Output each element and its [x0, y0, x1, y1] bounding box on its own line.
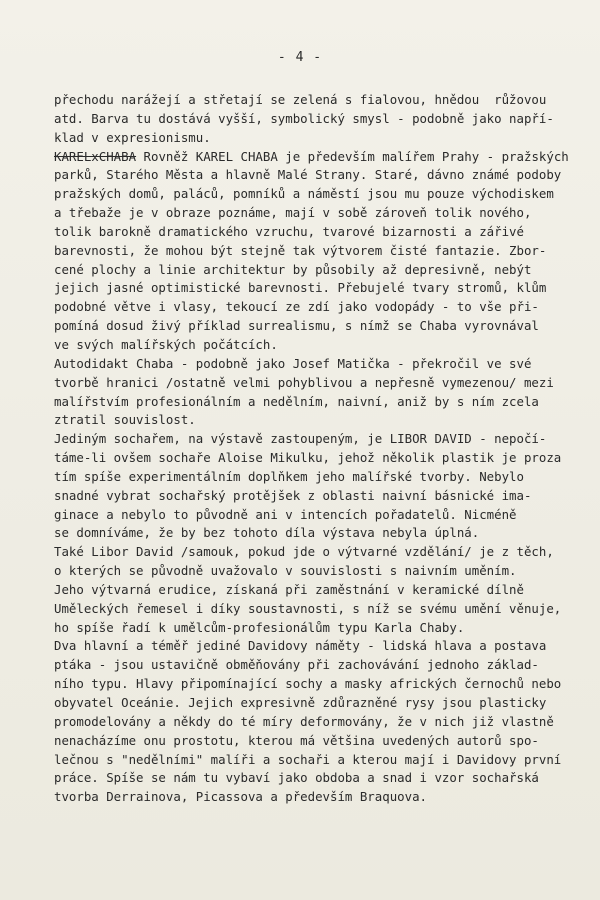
page-number: - 4 - [277, 50, 323, 65]
text-line: klad v expresionismu. [54, 129, 211, 145]
text-line: Jediným sochařem, na výstavě zastoupeným, je LIBOR DAVID - nepočí- [54, 431, 547, 447]
text-line-chaba [54, 148, 600, 167]
text-line: barevnosti, že mohou být stejně tak výtvorem čisté fantazie. Zbor- [54, 242, 547, 258]
text-line: tvorba Derrainova, Picassova a především Braquova. [54, 789, 427, 805]
text-line: tolik barokně dramatického vzruchu, tvarové bizarnosti a zářivé [54, 223, 524, 239]
text-line: obyvatel Oceánie. Jejich expresivně zdůrazněné rysy jsou plasticky [54, 695, 547, 710]
text-line: ve svých malířských počátcích. [54, 336, 278, 352]
text-line: jejich jasné optimistické barevnosti. Přebujelé tvary stromů, klům [54, 280, 547, 296]
text-line: tvorbě hranici /ostatně velmi pohyblivou a nepřesně vymezenou/ mezi [54, 374, 554, 390]
text-line-rest: Rovněž KAREL CHABA je především malířem Prahy - pražských [143, 148, 569, 164]
text-line: lečnou s "nedělními" malíři a sochaři a kterou mají i Davidovy první [54, 751, 562, 767]
text-line: atd. Barva tu dostává vyšší, symbolický smysl - podobně jako napří- [54, 110, 554, 126]
text-line: o kterých se původně uvažovalo v souvislosti s naivním uměním. [54, 563, 517, 579]
text-line: cené plochy a linie architektur by působily až depresivně, nebýt [54, 261, 532, 277]
text-line: se domníváme, že by bez tohoto díla výstava nebyla úplná. [54, 525, 480, 541]
text-line: táme-li ovšem sochaře Aloise Mikulku, jehož několik plastik je proza [54, 450, 562, 466]
text-line: ho spíše řadí k umělcům-profesionálům typu Karla Chaby. [54, 619, 465, 635]
text-line: přechodu narážejí a střetají se zelená s fialovou, hnědou růžovou [54, 92, 547, 107]
text-line: ztratil souvislost. [54, 412, 196, 428]
text-line: práce. Spíše se nám tu vybaví jako obdoba a snad i vzor sochařská [54, 770, 539, 786]
body-text [54, 91, 600, 807]
text-line: Také Libor David /samouk, pokud jde o výtvarné vzdělání/ je z těch, [54, 544, 554, 560]
text-line: snadné vybrat sochařský protějšek z oblasti naivní básnické ima- [54, 487, 532, 503]
text-line: parků, Starého Města a hlavně Malé Strany. Staré, dávno známé podoby [54, 167, 562, 183]
text-line: ginace a nebylo to původně ani v intencích pořadatelů. Nicméně [54, 506, 517, 522]
struck-text: KARELxCHABA [54, 148, 137, 164]
text-line: nenacházíme onu prostotu, kterou má většina uvedených autorů spo- [54, 732, 539, 748]
text-line: a třebaže je v obraze poznáme, mají v sobě zároveň tolik nového, [54, 205, 532, 221]
text-line: malířstvím profesionálním a nedělním, naivní, aniž by s ním zcela [54, 393, 539, 409]
text-line: podobné větve i vlasy, tekoucí ze zdí jako vodopády - to vše při- [54, 299, 539, 315]
text-line: Jeho výtvarná erudice, získaná při zaměstnání v keramické dílně [54, 581, 524, 597]
text-line: Autodidakt Chaba - podobně jako Josef Matička - překročil ve své [54, 355, 532, 371]
text-line: ního typu. Hlavy připomínající sochy a masky afrických černochů nebo [54, 676, 562, 692]
text-line: pražských domů, paláců, pomníků a náměstí jsou mu pouze východiskem [54, 186, 554, 202]
text-line: ptáka - jsou ustavičně obměňovány při zachovávání jednoho základ- [54, 657, 539, 673]
text-line: Dva hlavní a téměř jediné Davidovy náměty - lidská hlava a postava [54, 638, 547, 654]
text-line: tím spíše experimentálním doplňkem jeho malířské tvorby. Nebylo [54, 468, 524, 484]
text-line: Uměleckých řemesel i díky soustavnosti, s níž se svému umění věnuje, [54, 600, 562, 616]
text-line: promodelovány a někdy do té míry deformovány, že v nich již vlastně [54, 713, 554, 729]
text-line: pomíná dosud živý příklad surrealismu, s nímž se Chaba vyrovnával [54, 318, 539, 334]
